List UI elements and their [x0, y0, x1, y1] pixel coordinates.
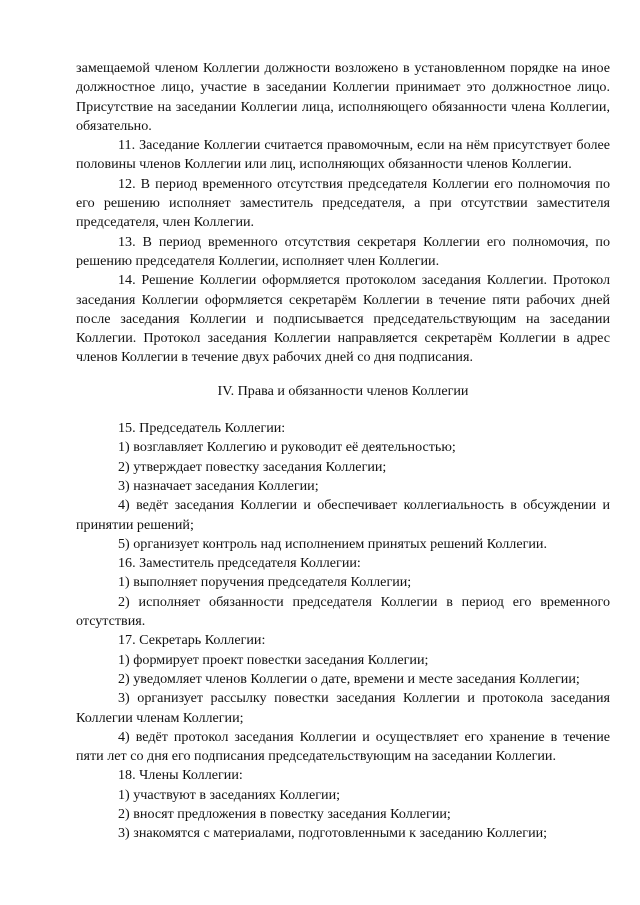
- paragraph-17: 17. Секретарь Коллегии:: [118, 632, 266, 649]
- paragraph-intro: замещаемой членом Коллегии должности возложено в установленном порядке на иное должностное лицо, участие в заседании Коллегии принимает это должностное лицо. Присутствие на заседании Коллегии лица, исполняющего обязанности члена Коллегии, обязательно.: [76, 60, 610, 134]
- paragraph-16: 16. Заместитель председателя Коллегии:: [118, 555, 361, 572]
- list-item-16-2: 2) исполняет обязанности председателя Коллегии в период его временного отсутствия.: [76, 593, 610, 630]
- list-item-15-3: 3) назначает заседания Коллегии;: [118, 477, 319, 494]
- list-item-18-1: 1) участвуют в заседаниях Коллегии;: [118, 786, 341, 803]
- list-item-16-1: 1) выполняет поручения председателя Коллегии;: [118, 574, 412, 591]
- list-item-15-4: 4) ведёт заседания Коллегии и обеспечивает коллегиальность в обсуждении и принятии решений;: [76, 497, 610, 533]
- section-heading: IV. Права и обязанности членов Коллегии: [217, 382, 469, 399]
- paragraph-12: 12. В период временного отсутствия председателя Коллегии его полномочия по его решению исполняет заместитель председателя, а при отсутствии заместителя председателя, член Коллегии.: [76, 175, 610, 231]
- list-item-18-3: 3) знакомятся с материалами, подготовленными к заседанию Коллегии;: [118, 825, 548, 842]
- list-item-17-2: 2) уведомляет членов Коллегии о дате, времени и месте заседания Коллегии;: [118, 670, 580, 687]
- paragraph-11: 11. Заседание Коллегии считается правомочным, если на нём присутствует более половины членов Коллегии или лиц, исполняющих обязанности членов Коллегии.: [76, 137, 610, 173]
- paragraph-18: 18. Члены Коллегии:: [118, 767, 243, 784]
- paragraph-13: 13. В период временного отсутствия секретаря Коллегии его полномочия, по решению председателя Коллегии, исполняет член Коллегии.: [76, 233, 610, 269]
- list-item-17-4: 4) ведёт протокол заседания Коллегии и осуществляет его хранение в течение пяти лет со дня его подписания председательствующим на заседании Коллегии.: [76, 728, 610, 765]
- list-item-15-2: 2) утверждает повестку заседания Коллегии;: [118, 458, 387, 475]
- list-item-15-1: 1) возглавляет Коллегию и руководит её деятельностью;: [118, 439, 456, 456]
- list-item-17-3: 3) организует рассылку повестки заседания Коллегии и протокола заседания Коллегии членам Коллегии;: [76, 690, 610, 726]
- list-item-18-2: 2) вносят предложения в повестку заседания Коллегии;: [118, 805, 451, 822]
- list-item-17-1: 1) формирует проект повестки заседания Коллегии;: [118, 651, 429, 668]
- list-item-15-5: 5) организует контроль над исполнением принятых решений Коллегии.: [118, 535, 547, 552]
- paragraph-14: 14. Решение Коллегии оформляется протоколом заседания Коллегии. Протокол заседания Коллегии оформляется секретарём Коллегии в течение пяти рабочих дней после заседания Коллегии и подписывается председательствующим на заседании Коллегии. Протокол заседания Коллегии направляется секретарём Коллегии в адрес членов Коллегии в течение двух рабочих дней со дня подписания.: [76, 272, 610, 366]
- paragraph-15: 15. Председатель Коллегии:: [118, 420, 286, 437]
